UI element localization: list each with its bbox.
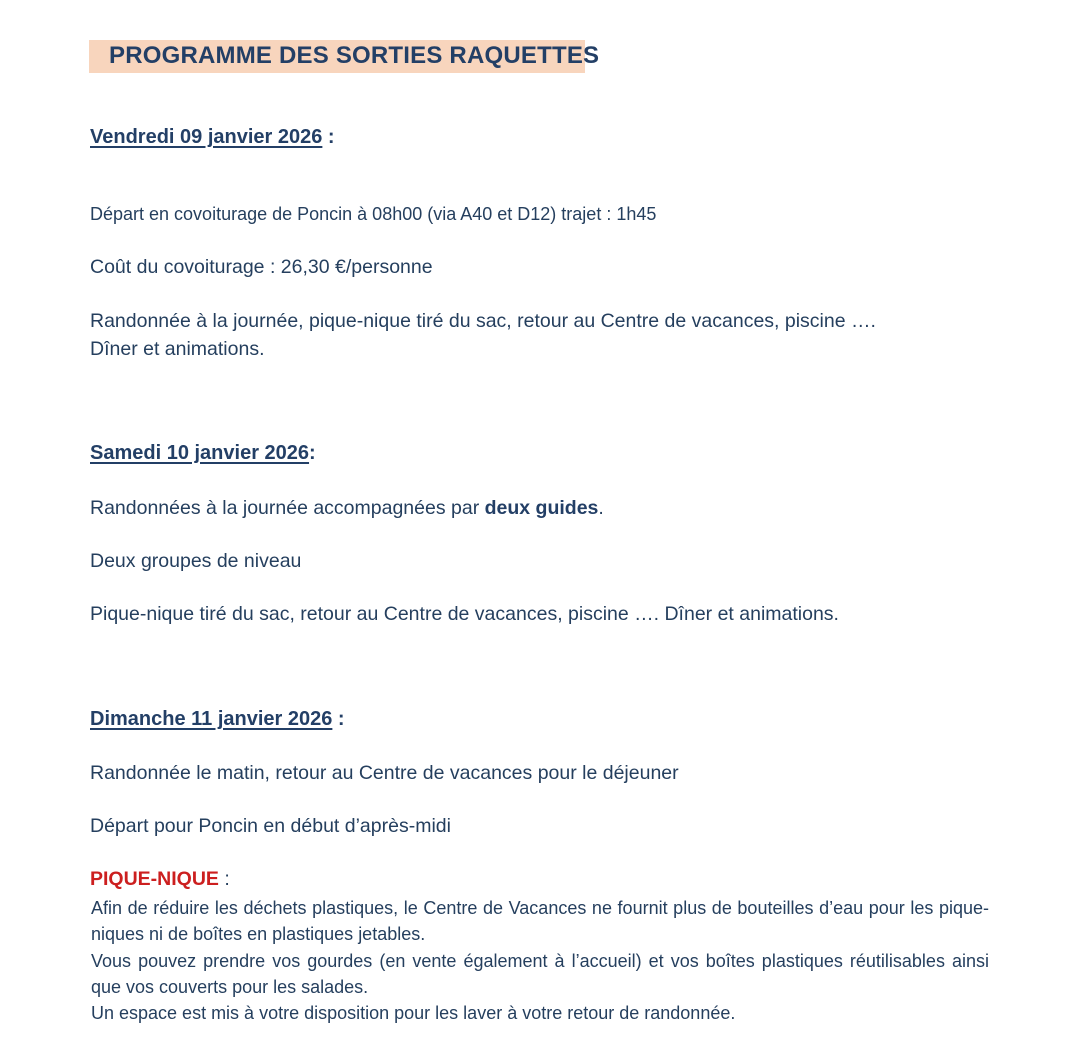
picnic-paragraph-1: Afin de réduire les déchets plastiques, le Centre de Vacances ne fournit plus de bouteilles d’eau pour les pique-niques ni de boîtes en plastiques jetables. <box>91 898 989 944</box>
friday-activity-line1: Randonnée à la journée, pique-nique tiré du sac, retour au Centre de vacances, piscine …. <box>90 310 876 332</box>
sunday-departure: Départ pour Poncin en début d’après-midi <box>90 815 451 837</box>
picnic-heading-label: PIQUE-NIQUE <box>90 868 219 890</box>
saturday-hikes-prefix: Randonnées à la journée accompagnées par <box>90 497 485 519</box>
saturday-hikes-guides: deux guides <box>484 497 599 519</box>
sunday-heading <box>90 708 345 731</box>
friday-activity-line2: Dîner et animations. <box>90 338 265 360</box>
saturday-hikes-suffix: . <box>598 497 604 519</box>
saturday-hikes <box>90 497 604 520</box>
saturday-heading-suffix: : <box>309 442 316 464</box>
picnic-paragraph-2: Vous pouvez prendre vos gourdes (en vente également à l’accueil) et vos boîtes plastiques réutilisables ainsi que vos couverts pour les salades. <box>91 951 989 997</box>
sunday-heading-suffix: : <box>332 708 345 730</box>
saturday-evening: Pique-nique tiré du sac, retour au Centre de vacances, piscine …. Dîner et animations. <box>90 603 839 625</box>
picnic-heading-suffix: : <box>218 868 230 890</box>
picnic-paragraph-3: Un espace est mis à votre disposition pour les laver à votre retour de randonnée. <box>91 1003 736 1023</box>
friday-cost: Coût du covoiturage : 26,30 €/personne <box>90 256 433 278</box>
friday-heading-date: Vendredi 09 janvier 2026 <box>90 126 323 148</box>
saturday-heading <box>90 442 316 465</box>
friday-departure: Départ en covoiturage de Poncin à 08h00 (via A40 et D12) trajet : 1h45 <box>90 204 657 224</box>
page-title: PROGRAMME DES SORTIES RAQUETTES <box>109 42 600 69</box>
friday-heading-suffix: : <box>322 126 335 148</box>
saturday-groups: Deux groupes de niveau <box>90 550 302 572</box>
friday-heading <box>90 126 335 149</box>
sunday-morning: Randonnée le matin, retour au Centre de vacances pour le déjeuner <box>90 762 679 784</box>
picnic-heading <box>90 868 230 891</box>
saturday-heading-date: Samedi 10 janvier 2026 <box>90 442 310 464</box>
sunday-heading-date: Dimanche 11 janvier 2026 <box>90 708 333 730</box>
